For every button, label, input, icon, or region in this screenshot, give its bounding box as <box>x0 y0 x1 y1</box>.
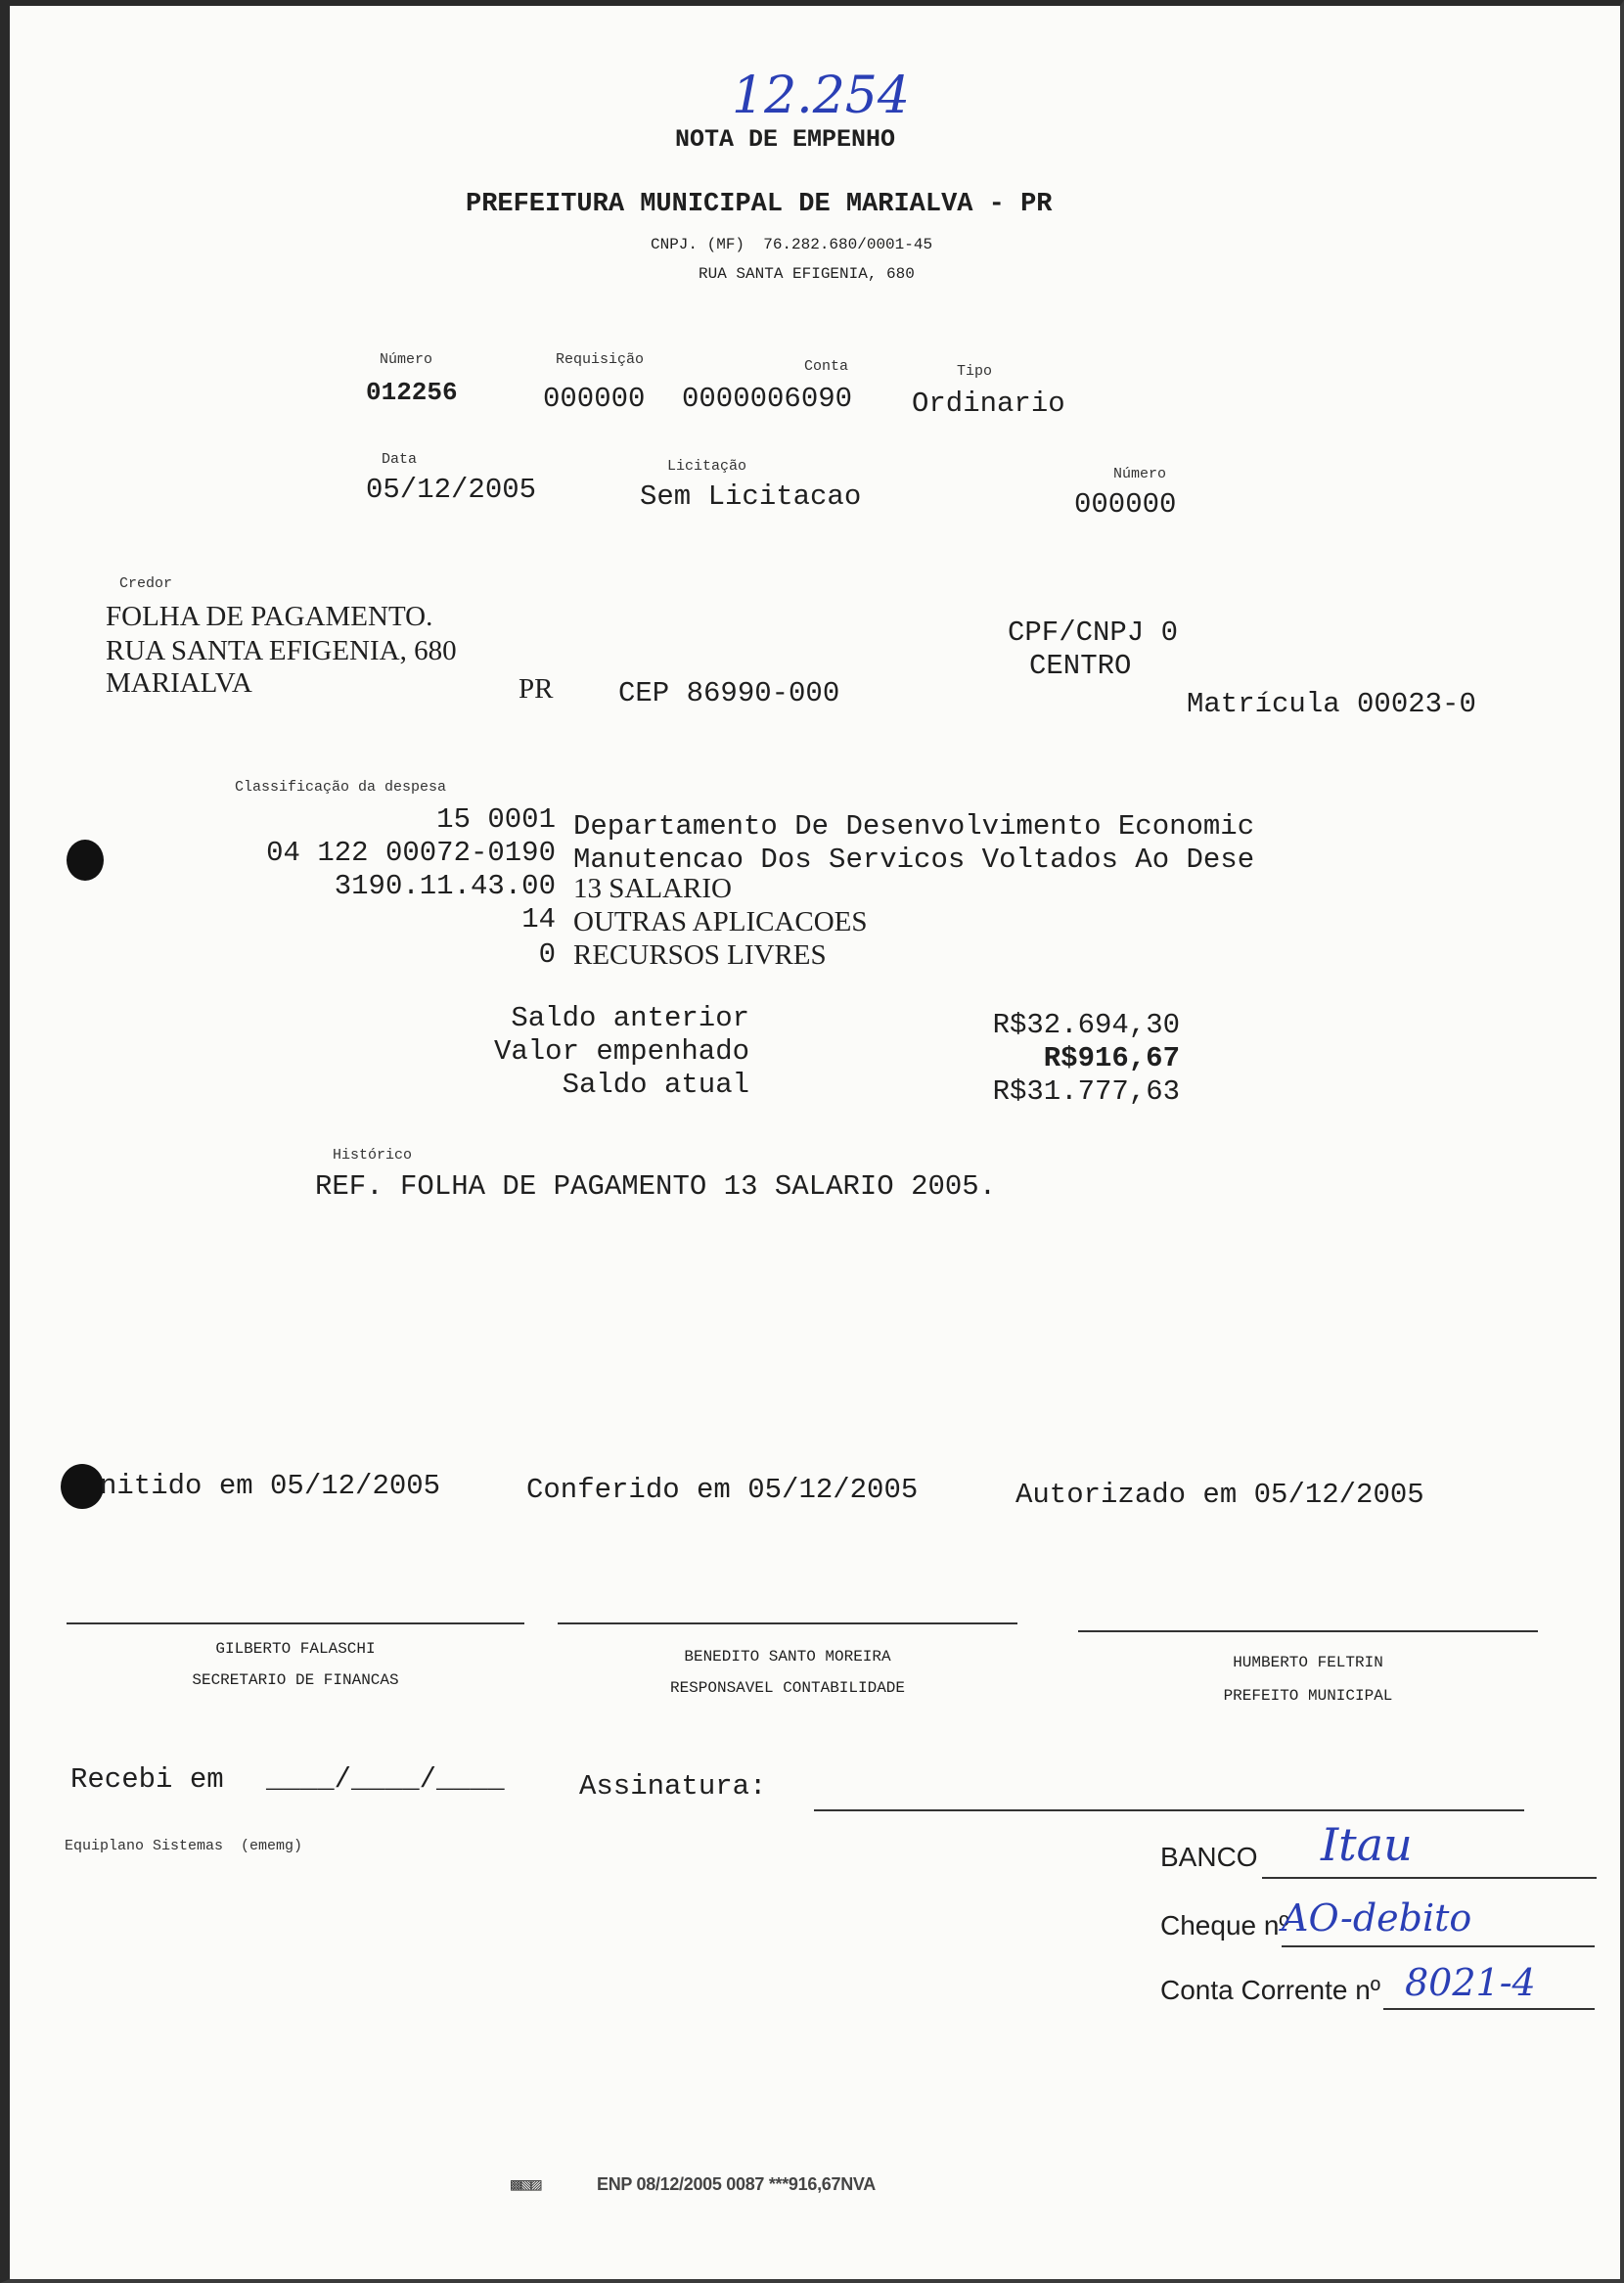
signature-line <box>1078 1630 1538 1632</box>
credor-city: MARIALVA <box>106 667 252 699</box>
credor-cep: CEP 86990-000 <box>618 677 840 709</box>
credor-label: Credor <box>119 575 173 592</box>
credor-bairro: CENTRO <box>1029 650 1132 682</box>
licitacao-label: Licitação <box>667 458 747 475</box>
historico-text: REF. FOLHA DE PAGAMENTO 13 SALARIO 2005. <box>315 1170 997 1203</box>
classificacao-code: 3190.11.43.00 <box>334 870 556 902</box>
credor-name: FOLHA DE PAGAMENTO. <box>106 601 433 632</box>
valor-empenhado-value: R$916,67 <box>1043 1042 1180 1074</box>
credor-state: PR <box>519 673 554 705</box>
requisicao-value: 000000 <box>543 383 646 415</box>
signature-line <box>67 1622 524 1624</box>
requisicao-label: Requisição <box>556 351 645 368</box>
punch-hole-mark <box>61 1464 104 1509</box>
numero-value: 012256 <box>366 378 458 407</box>
conta-corrente-label: Conta Corrente nº <box>1160 1975 1381 2005</box>
autorizado-em: Autorizado em 05/12/2005 <box>1015 1479 1424 1511</box>
recebi-date-blanks: ____/____/____ <box>266 1763 505 1796</box>
software-footer: Equiplano Sistemas (ememg) <box>65 1838 303 1854</box>
classificacao-desc: Departamento De Desenvolvimento Economic <box>573 810 1255 843</box>
credor-cpf: CPF/CNPJ 0 <box>1008 616 1179 649</box>
credor-matricula: Matrícula 00023-0 <box>1187 688 1476 720</box>
organization-name: PREFEITURA MUNICIPAL DE MARIALVA - PR <box>466 190 1053 219</box>
tipo-label: Tipo <box>957 363 993 380</box>
numero2-value: 000000 <box>1074 488 1177 521</box>
assinatura-label: Assinatura: <box>579 1770 767 1803</box>
signatory-role: RESPONSAVEL CONTABILIDADE <box>669 1679 906 1697</box>
numero2-label: Número <box>1113 466 1167 482</box>
signature-line <box>558 1622 1017 1624</box>
machine-stamp-icon: ▩▧▨ <box>511 2176 542 2196</box>
conta-corrente-value: 8021-4 <box>1405 1961 1536 2004</box>
classificacao-desc: 13 SALARIO <box>573 873 732 904</box>
handwritten-number: 12.254 <box>732 67 910 125</box>
classificacao-code: 0 <box>538 938 556 971</box>
credor-address: RUA SANTA EFIGENIA, 680 <box>106 635 457 666</box>
document-title: NOTA DE EMPENHO <box>675 125 896 154</box>
assinatura-line <box>814 1809 1524 1811</box>
classificacao-code: 04 122 00072-0190 <box>266 837 556 869</box>
signatory-role: PREFEITO MUNICIPAL <box>1223 1687 1393 1705</box>
data-value: 05/12/2005 <box>366 474 537 506</box>
organization-address: RUA SANTA EFIGENIA, 680 <box>699 265 915 283</box>
saldo-anterior-label: Saldo anterior <box>511 1002 749 1034</box>
signatory-name: BENEDITO SANTO MOREIRA <box>684 1648 891 1666</box>
banco-value: Itau <box>1321 1818 1413 1871</box>
recebi-label: Recebi em <box>70 1763 224 1796</box>
classificacao-desc: RECURSOS LIVRES <box>573 939 827 971</box>
cheque-label: Cheque nº <box>1160 1910 1289 1941</box>
emitido-em: nitido em 05/12/2005 <box>100 1470 441 1502</box>
saldo-atual-label: Saldo atual <box>562 1069 749 1101</box>
conta-value: 0000006090 <box>682 383 853 415</box>
classificacao-label: Classificação da despesa <box>235 779 447 796</box>
valor-empenhado-label: Valor empenhado <box>493 1035 749 1068</box>
signatory-name: HUMBERTO FELTRIN <box>1233 1654 1383 1671</box>
tipo-value: Ordinario <box>912 388 1065 420</box>
classificacao-code: 15 0001 <box>436 803 556 836</box>
data-label: Data <box>382 451 418 468</box>
classificacao-desc: OUTRAS APLICACOES <box>573 906 868 937</box>
licitacao-value: Sem Licitacao <box>640 480 862 513</box>
signatory-role: SECRETARIO DE FINANCAS <box>192 1671 399 1689</box>
banco-label: BANCO <box>1160 1842 1258 1872</box>
signatory-name: GILBERTO FALASCHI <box>215 1640 376 1658</box>
saldo-atual-value: R$31.777,63 <box>992 1075 1180 1108</box>
banco-line <box>1262 1877 1597 1879</box>
conferido-em: Conferido em 05/12/2005 <box>526 1474 919 1506</box>
conta-label: Conta <box>804 358 849 375</box>
cheque-value: AO-debito <box>1282 1896 1472 1940</box>
punch-hole-mark <box>67 840 104 881</box>
machine-stamp: ENP 08/12/2005 0087 ***916,67NVA <box>597 2174 876 2194</box>
historico-label: Histórico <box>333 1147 413 1164</box>
classificacao-code: 14 <box>521 903 556 936</box>
organization-cnpj: CNPJ. (MF) 76.282.680/0001-45 <box>651 236 933 253</box>
classificacao-desc: Manutencao Dos Servicos Voltados Ao Dese <box>573 844 1255 876</box>
cheque-line <box>1282 1945 1595 1947</box>
saldo-anterior-value: R$32.694,30 <box>992 1009 1180 1041</box>
conta-corrente-line <box>1383 2008 1595 2010</box>
numero-label: Número <box>380 351 433 368</box>
